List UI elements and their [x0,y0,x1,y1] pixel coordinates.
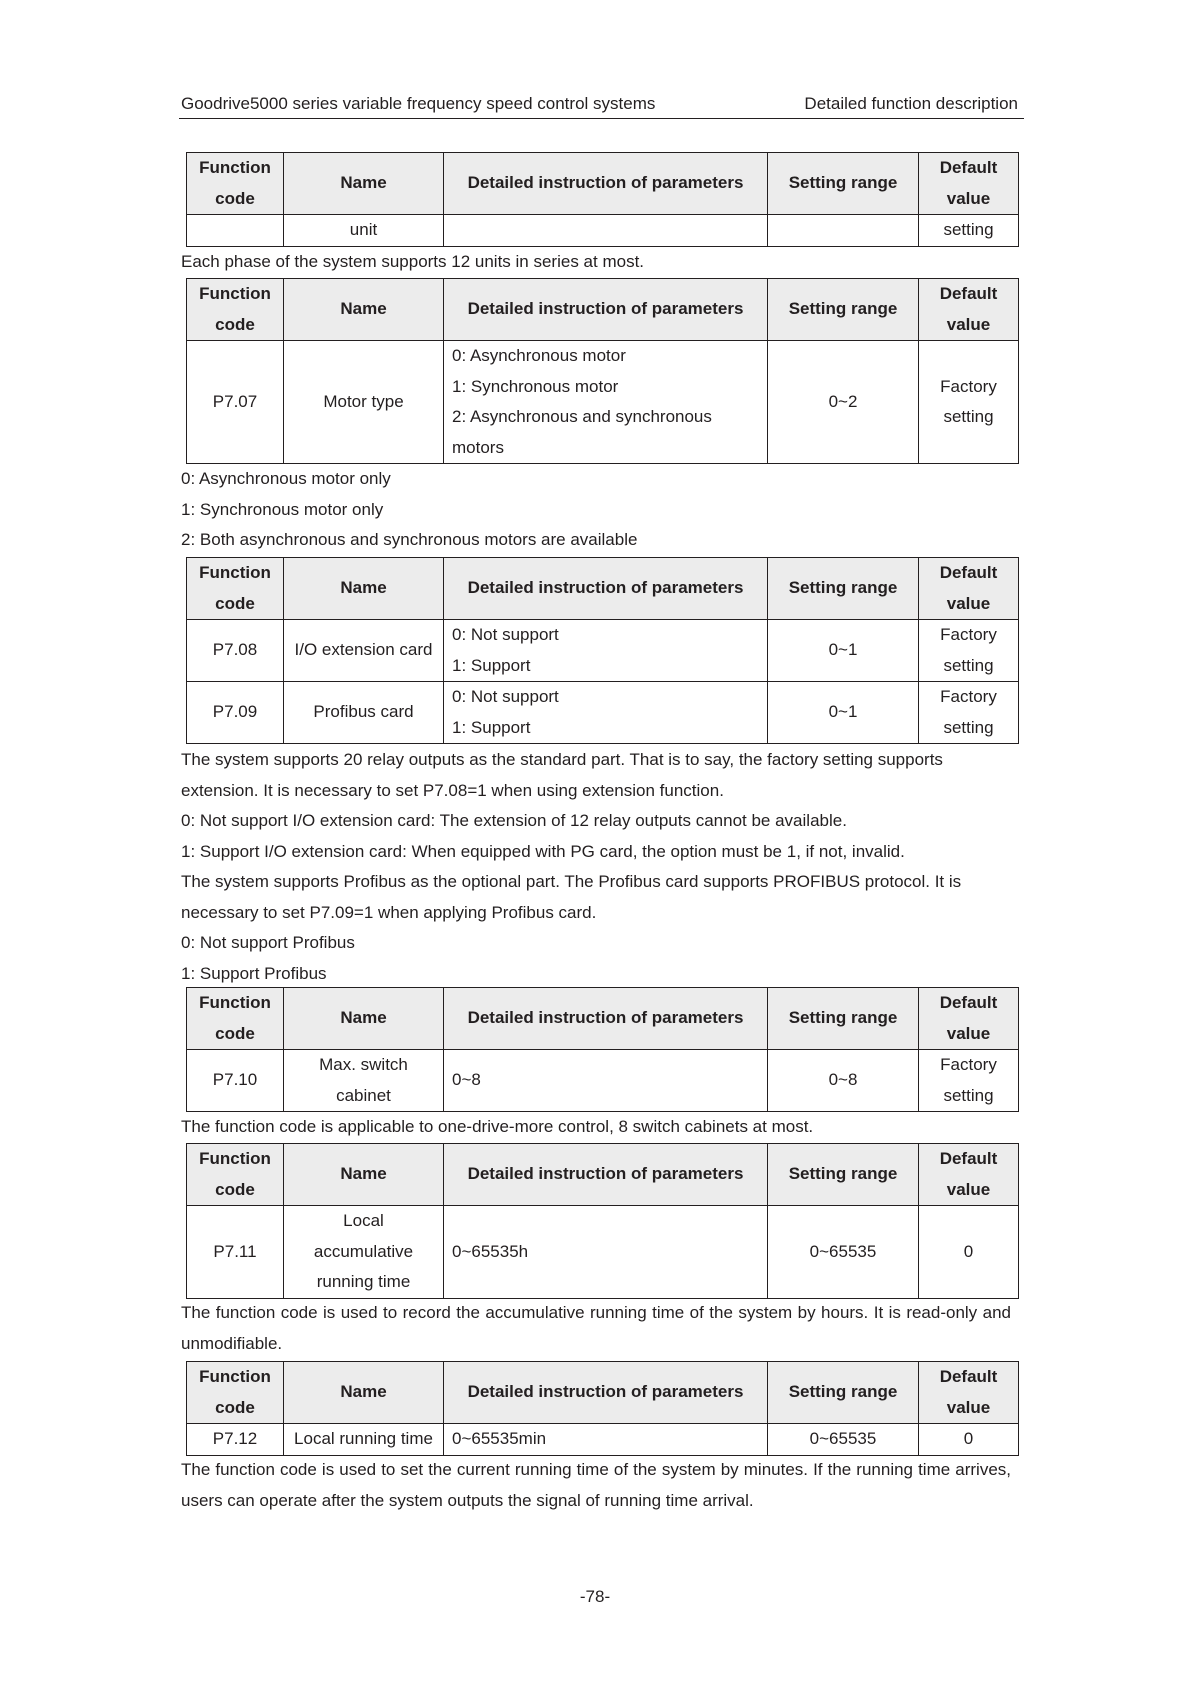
cell-range: 0~65535 [768,1424,919,1456]
param-table-p7-12 [186,1361,1019,1456]
table-row [187,341,1019,464]
cell-detail: 0: Not support 1: Support [444,620,768,682]
cell-name: Profibus card [284,682,444,744]
col-header-name: Name [284,988,444,1050]
param-table-p7-10 [186,987,1019,1112]
table-row [187,1424,1019,1456]
col-header-name: Name [284,558,444,620]
cell-detail: 0~8 [444,1050,768,1112]
col-header-name: Name [284,279,444,341]
cell-name: Max. switch cabinet [284,1050,444,1112]
param-table-p7-07 [186,278,1019,464]
page-number: -78- [579,1587,611,1606]
cell-name: Motor type [284,341,444,464]
cell-range: 0~1 [768,620,919,682]
note-relay-outputs: The system supports 20 relay outputs as the standard part. That is to say, the factory setting supports extension. It is necessary to set P7.08=1 when using extension function. [181,750,943,800]
note-io-not-support: 0: Not support I/O extension card: The extension of 12 relay outputs cannot be available. [181,811,847,830]
table-header-row [187,988,1019,1050]
cell-default: Factory setting [919,620,1019,682]
table-header-row [187,153,1019,215]
col-header-default: Default value [919,558,1019,620]
cell-detail [444,215,768,247]
cell-range: 0~1 [768,682,919,744]
cell-range: 0~65535 [768,1206,919,1299]
paragraph-accumulative-time: The function code is used to record the accumulative running time of the system by hours. It is read-only and unmodifiable. [181,1303,1011,1353]
cell-code: P7.07 [187,341,284,464]
table-row [187,1206,1019,1299]
col-header-function-code: Function code [187,988,284,1050]
col-header-range: Setting range [768,988,919,1050]
cell-default: 0 [919,1424,1019,1456]
col-header-detail: Detailed instruction of parameters [444,1144,768,1206]
col-header-function-code: Function code [187,279,284,341]
table-header-row [187,279,1019,341]
cell-name: I/O extension card [284,620,444,682]
col-header-detail: Detailed instruction of parameters [444,558,768,620]
col-header-name: Name [284,1362,444,1424]
cell-code: P7.12 [187,1424,284,1456]
table-row [187,215,1019,247]
col-header-range: Setting range [768,1144,919,1206]
col-header-default: Default value [919,988,1019,1050]
paragraph-running-time: The function code is used to set the current running time of the system by minutes. If the running time arrives, users can operate after the system outputs the signal of running time arrival. [181,1460,1011,1510]
page-header [179,91,1024,119]
cell-range: 0~2 [768,341,919,464]
cell-code: P7.08 [187,620,284,682]
param-table-continued [186,152,1019,247]
table-row [187,620,1019,682]
table-row [187,1050,1019,1112]
col-header-range: Setting range [768,558,919,620]
col-header-function-code: Function code [187,558,284,620]
header-left-title: Goodrive5000 series variable frequency speed control systems [181,94,656,113]
paragraph-motor-types: 0: Asynchronous motor only 1: Synchronous motor only 2: Both asynchronous and synchronous motors are available [181,469,638,549]
cell-detail: 0: Asynchronous motor 1: Synchronous motor 2: Asynchronous and synchronous motors [444,341,768,464]
cell-code: P7.09 [187,682,284,744]
col-header-default: Default value [919,153,1019,215]
table-header-row [187,1362,1019,1424]
cell-name: Local accumulative running time [284,1206,444,1299]
col-header-range: Setting range [768,153,919,215]
cell-code: P7.10 [187,1050,284,1112]
table-header-row [187,558,1019,620]
col-header-name: Name [284,1144,444,1206]
cell-name: Local running time [284,1424,444,1456]
cell-code [187,215,284,247]
cell-default: 0 [919,1206,1019,1299]
cell-default: Factory setting [919,341,1019,464]
col-header-detail: Detailed instruction of parameters [444,279,768,341]
table-row [187,682,1019,744]
col-header-range: Setting range [768,1362,919,1424]
cell-detail: 0~65535h [444,1206,768,1299]
col-header-range: Setting range [768,279,919,341]
cell-name: unit [284,215,444,247]
header-right-title: Detailed function description [804,94,1018,113]
note-profibus-not-support: 0: Not support Profibus [181,933,355,952]
col-header-function-code: Function code [187,1144,284,1206]
note-profibus-support: 1: Support Profibus [181,963,327,983]
cell-default: Factory setting [919,1050,1019,1112]
col-header-detail: Detailed instruction of parameters [444,1362,768,1424]
col-header-default: Default value [919,279,1019,341]
note-io-support: 1: Support I/O extension card: When equipped with PG card, the option must be 1, if not, invalid. [181,841,905,861]
table-header-row [187,1144,1019,1206]
col-header-name: Name [284,153,444,215]
col-header-detail: Detailed instruction of parameters [444,153,768,215]
cell-default: setting [919,215,1019,247]
cell-range [768,215,919,247]
col-header-detail: Detailed instruction of parameters [444,988,768,1050]
col-header-function-code: Function code [187,153,284,215]
param-table-p7-08-09 [186,557,1019,744]
paragraph-units: Each phase of the system supports 12 units in series at most. [181,252,645,271]
cell-range: 0~8 [768,1050,919,1112]
paragraph-switch-cabinet: The function code is applicable to one-drive-more control, 8 switch cabinets at most. [181,1117,814,1136]
cell-detail: 0~65535min [444,1424,768,1456]
col-header-default: Default value [919,1362,1019,1424]
param-table-p7-11 [186,1143,1019,1299]
col-header-function-code: Function code [187,1362,284,1424]
note-profibus: The system supports Profibus as the optional part. The Profibus card supports PROFIBUS protocol. It is necessary to set P7.09=1 when applying Profibus card. [181,872,962,922]
paragraph-extension-notes [181,745,1011,989]
cell-code: P7.11 [187,1206,284,1299]
cell-detail: 0: Not support 1: Support [444,682,768,744]
col-header-default: Default value [919,1144,1019,1206]
cell-default: Factory setting [919,682,1019,744]
